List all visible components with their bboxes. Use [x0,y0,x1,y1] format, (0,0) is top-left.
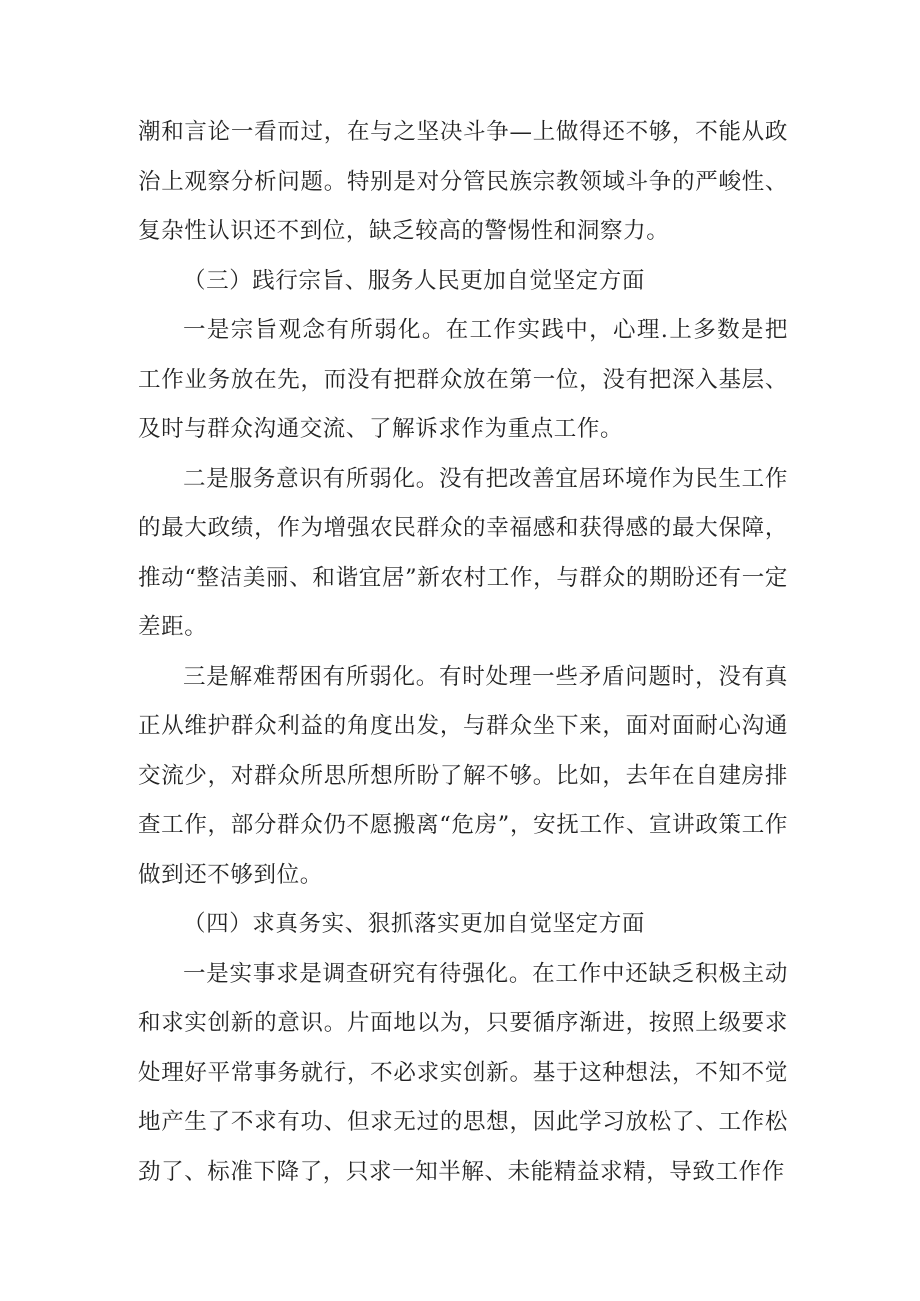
document-body [138,108,788,1197]
paragraph-research-strengthen: 一是实事求是调查研究有待强化。在工作中还缺乏积极主动和求实创新的意识。片面地以为，只要循序渐进，按照上级要求处理好平常事务就行，不必求实创新。基于这种想法，不知不觉地产生了不求有功、但求无过的思想，因此学习放松了、工作松劲了、标准下降了，只求一知半解、未能精益求精，导致工作作 [138,960,788,1185]
paragraph-continuation: 潮和言论一看而过，在与之坚决斗争—上做得还不够，不能从政治上观察分析问题。特别是对分管民族宗教领域斗争的严峻性、复杂性认识还不到位，缺乏较高的警惕性和洞察力。 [138,119,788,244]
section-heading-four: （四）求真务实、狠抓落实更加自觉坚定方面 [183,911,646,937]
paragraph-service-weakened: 二是服务意识有所弱化。没有把改善宜居环境作为民生工作的最大政绩，作为增强农民群众的幸福感和获得感的最大保障，推动“整洁美丽、和谐宜居”新农村工作，与群众的期盼还有一定差距。 [138,465,788,640]
paragraph-purpose-weakened: 一是宗旨观念有所弱化。在工作实践中，心理.上多数是把工作业务放在先，而没有把群众放在第一位，没有把深入基层、及时与群众沟通交流、了解诉求作为重点工作。 [138,317,788,442]
paragraph-help-weakened: 三是解难帮困有所弱化。有时处理一些矛盾问题时，没有真正从维护群众利益的角度出发，与群众坐下来，面对面耐心沟通交流少，对群众所思所想所盼了解不够。比如，去年在自建房排查工作，部分群众仍不愿搬离“危房”，安抚工作、宣讲政策工作做到还不够到位。 [138,663,788,888]
section-heading-three: （三）践行宗旨、服务人民更加自觉坚定方面 [183,267,646,294]
